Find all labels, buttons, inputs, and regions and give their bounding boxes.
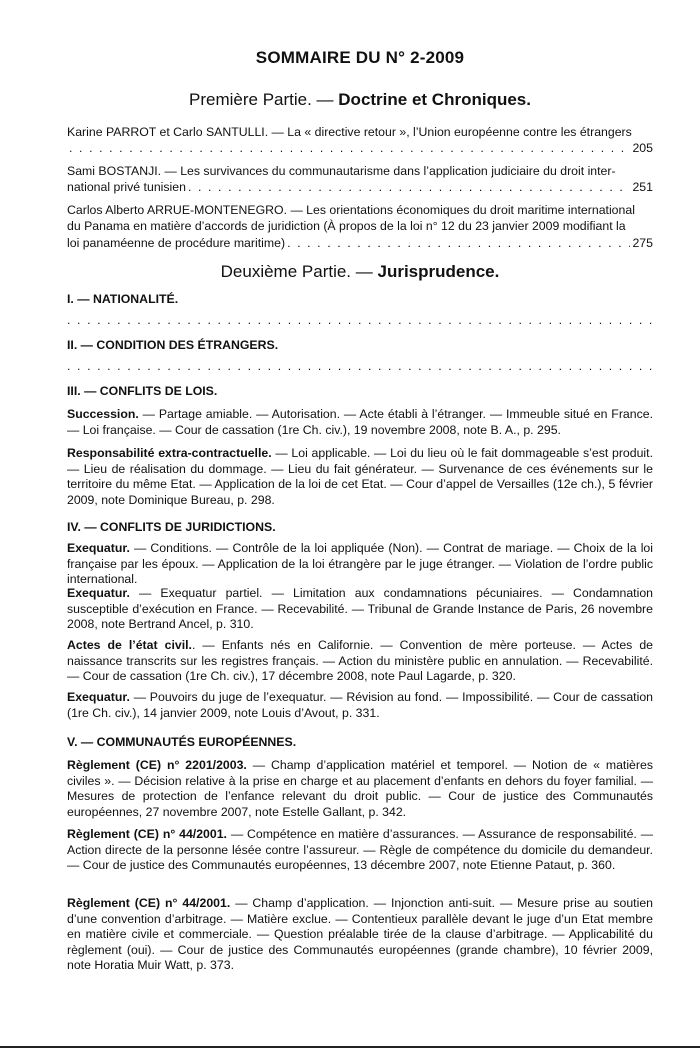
section-heading: III. — CONFLITS DE LOIS. (67, 384, 218, 398)
part-one-heading: Première Partie. — Doctrine et Chroniques. (189, 90, 531, 109)
toc-page-number: 275 (632, 235, 653, 250)
toc-entry-text: Karine PARROT et Carlo SANTULLI. — La « directive retour », l’Union européenne contre les étrangers (67, 125, 632, 139)
toc-leader-line: national privé tunisien . . . 251 (67, 179, 653, 195)
page-title: SOMMAIRE DU N° 2-2009 (255, 48, 465, 67)
toc-page-number: 205 (632, 141, 653, 156)
case-entry[interactable]: Exequatur. — Exequatur partiel. — Limitation aux condamnations pécuniaires. — Condamnation susceptible d’exécution en France. — Recevabilité. — Tribunal de Grande Instance de Paris, 26 novembre 2008, note Bertrand Ancel, p. 310. (67, 586, 653, 632)
case-entry[interactable]: Exequatur. — Pouvoirs du juge de l’exequatur. — Révision au fond. — Impossibilité. — Cour de cassation (1re Ch. civ.), 14 janvier 2009, note Louis d’Avout, p. 331. (67, 690, 653, 720)
toc-entry[interactable] (67, 202, 653, 251)
case-entry[interactable]: Règlement (CE) n° 44/2001. — Champ d’application. — Injonction anti-suit. — Mesure prise au soutien d’une convention d’arbitrage. — Matière exclue. — Contentieux parallèle devant le juge d’un Etat membre en matière civile et commerciale. — Question préalable tirée de la clause d’arbitrage. — Applicabilité du règlement (oui). — Cour de justice des Communautés européennes (grande chambre), 10 février 2009, note Horatia Muir Watt, p. 373. (67, 896, 653, 973)
toc-leader-line: loi panaméenne de procédure maritime) . . . 275 (67, 235, 653, 251)
section-heading: V. — COMMUNAUTÉS EUROPÉENNES. (67, 735, 297, 749)
section-heading: II. — CONDITION DES ÉTRANGERS. (67, 338, 279, 352)
toc-entry[interactable] (67, 124, 653, 157)
toc-leader-line (67, 140, 653, 156)
case-entry[interactable]: Règlement (CE) n° 2201/2003. — Champ d’application matériel et temporel. — Notion de « matières civiles ». — Décision relative à la prise en charge et au placement d’enfants en dehors du foyer familial. — Mesures de protection de l’enfance relevant du droit public. — Cour de justice des Communautés européennes, 27 novembre 2007, note Estelle Gallant, p. 342. (67, 758, 653, 819)
case-entry[interactable]: Succession. — Partage amiable. — Autorisation. — Acte établi à l’étranger. — Immeuble situé en France. — Loi française. — Cour de cassation (1re Ch. civ.), 19 novembre 2008, note B. A., p. 295. (67, 407, 653, 437)
dot-leader-row (67, 313, 653, 327)
toc-entry[interactable] (67, 163, 653, 196)
case-entry[interactable]: Règlement (CE) n° 44/2001. — Compétence en matière d’assurances. — Assurance de responsabilité. — Action directe de la personne lésée contre l’assureur. — Règle de compétence du domicile du demandeur. — Cour de justice des Communautés européennes, 13 décembre 2007, note Etienne Pataut, p. 360. (67, 827, 653, 873)
case-entry[interactable]: Actes de l’état civil.. — Enfants nés en Californie. — Convention de mère porteuse. — Actes de naissance transcrits sur les registres français. — Action du ministère public en annulation. — Recevabilité. — Cour de cassation (1re Ch. civ.), 17 décembre 2008, note Paul Lagarde, p. 320. (67, 638, 654, 684)
toc-entry-text: Carlos Alberto ARRUE-MONTENEGRO. — Les orientations économiques du droit maritime international (67, 203, 635, 217)
toc-entry-text: du Panama en matière d’accords de juridiction (À propos de la loi n° 12 du 23 janvier 2009 modifiant la (67, 219, 626, 234)
part-two-heading: Deuxième Partie. — Jurisprudence. (220, 262, 500, 281)
toc-page-number: 251 (632, 180, 653, 195)
section-heading: IV. — CONFLITS DE JURIDICTIONS. (67, 520, 276, 534)
toc-entry-text: Sami BOSTANJI. — Les survivances du communautarisme dans l’application judiciaire du droit inter- (67, 164, 616, 178)
case-entry[interactable]: Responsabilité extra-contractuelle. — Loi applicable. — Loi du lieu où le fait dommageable s’est produit. — Lieu de réalisation du dommage. — Lieu du fait générateur. — Survenance de ces événements sur le territoire du même Etat. — Application de la loi de cet Etat. — Cour d’appel de Versailles (12e ch.), 5 février 2009, note Dominique Bureau, p. 298. (67, 446, 653, 507)
section-heading: I. — NATIONALITÉ. (67, 292, 179, 306)
case-entry[interactable]: Exequatur. — Conditions. — Contrôle de la loi appliquée (Non). — Contrat de mariage. — Choix de la loi française par les époux. — Application de la loi étrangère par le juge étranger. — Violation de l’ordre public international. (67, 541, 653, 587)
dot-leader-row (67, 359, 653, 373)
